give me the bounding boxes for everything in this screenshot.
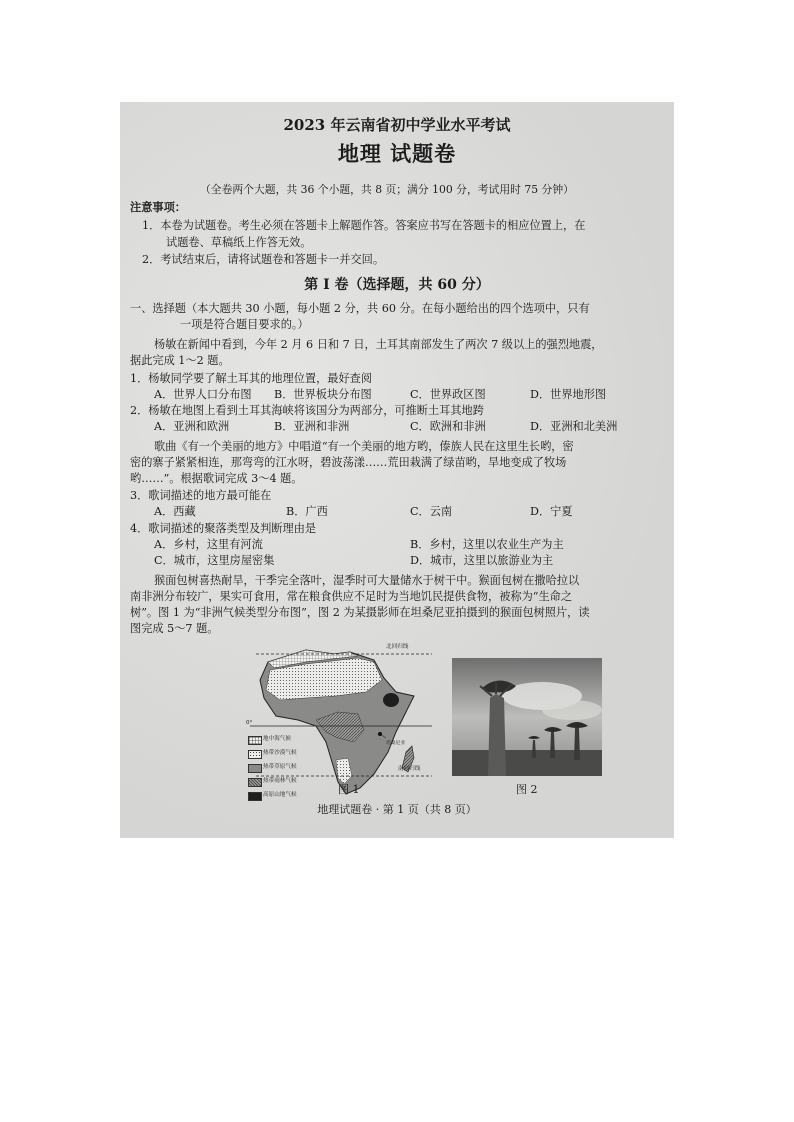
legend-label-savanna: 热带草原气候 bbox=[263, 764, 297, 770]
legend-label-rainforest: 热带雨林气候 bbox=[263, 778, 297, 784]
passage-3-line: 树”。图 1 为“非洲气候类型分布图”，图 2 为某摄影师在坦桑尼亚拍摄到的猴面包树照片，读 bbox=[130, 606, 590, 619]
passage-2-line: 密的寨子紧紧相连，那弯弯的江水呀，碧波荡漾……荒田栽满了绿苗哟，旱地变成了牧场 bbox=[130, 456, 567, 469]
exam-note: （全卷两个大题，共 36 个小题，共 8 页；满分 100 分，考试用时 75 分钟） bbox=[200, 183, 574, 196]
passage-2-line: 歌曲《有一个美丽的地方》中唱道“有一个美丽的地方哟，傣族人民在这里生长哟，密 bbox=[154, 440, 574, 453]
question-1-option-b: B．世界板块分布图 bbox=[274, 388, 372, 401]
question-3-option-c: C．云南 bbox=[410, 505, 453, 518]
notice-item-2: 2．考试结束后，请将试题卷和答题卡一并交回。 bbox=[142, 253, 385, 266]
question-2-option-d: D．亚洲和北美洲 bbox=[530, 420, 618, 433]
question-1-option-c: C．世界政区图 bbox=[410, 388, 486, 401]
south-tropic-label: 南回归线 bbox=[398, 766, 421, 772]
question-4-option-d: D．城市，这里以旅游业为主 bbox=[410, 554, 554, 567]
notice-item-1-cont: 试题卷、草稿纸上作答无效。 bbox=[166, 236, 312, 249]
question-1-option-d: D．世界地形图 bbox=[530, 388, 607, 401]
question-3-option-a: A．西藏 bbox=[154, 505, 196, 518]
legend-label-highland: 高原山地气候 bbox=[263, 792, 297, 798]
notice-heading: 注意事项： bbox=[130, 200, 186, 214]
exam-paper-photo bbox=[120, 102, 674, 838]
tanzania-label: 坦桑尼亚 bbox=[386, 741, 406, 746]
passage-1-line: 据此完成 1～2 题。 bbox=[130, 354, 230, 367]
exam-title: 2023 年云南省初中学业水平考试 bbox=[283, 116, 511, 134]
passage-3-line: 猴面包树喜热耐旱，干季完全落叶，湿季时可大量储水于树干中。猴面包树在撒哈拉以 bbox=[154, 574, 580, 587]
question-1-option-a: A．世界人口分布图 bbox=[154, 388, 252, 401]
question-2-option-b: B．亚洲和非洲 bbox=[274, 420, 350, 433]
question-4-option-a: A．乡村，这里有河流 bbox=[154, 538, 263, 551]
question-1-stem: 1．杨敏同学要了解土耳其的地理位置，最好查阅 bbox=[130, 372, 373, 385]
section-intro-cont: 一项是符合题目要求的。） bbox=[180, 318, 309, 331]
legend-swatch-desert bbox=[248, 750, 262, 759]
figure-1-caption: 图 1 bbox=[338, 783, 360, 796]
legend-label-mediterranean: 地中海气候 bbox=[263, 736, 291, 742]
legend-swatch-rainforest bbox=[248, 778, 262, 787]
question-3-option-d: D．宁夏 bbox=[530, 505, 573, 518]
notice-item-1: 1．本卷为试题卷。考生必须在答题卡上解题作答。答案应书写在答题卡的相应位置上，在 bbox=[142, 219, 586, 232]
legend-swatch-mediterranean bbox=[248, 736, 262, 745]
question-4-option-c: C．城市，这里房屋密集 bbox=[154, 554, 275, 567]
passage-3-line: 图完成 5～7 题。 bbox=[130, 622, 219, 635]
question-2-option-c: C．欧洲和非洲 bbox=[410, 420, 486, 433]
question-3-stem: 3．歌词描述的地方最可能在 bbox=[130, 489, 272, 502]
legend-swatch-highland bbox=[248, 792, 262, 801]
question-4-option-b: B．乡村，这里以农业生产为主 bbox=[410, 538, 564, 551]
section-title: 第 Ⅰ 卷（选择题，共 60 分） bbox=[304, 277, 490, 293]
legend-label-desert: 热带沙漠气候 bbox=[263, 750, 297, 756]
figure-2-caption: 图 2 bbox=[516, 783, 538, 796]
question-2-option-a: A．亚洲和欧洲 bbox=[154, 420, 230, 433]
equator-label: 0° bbox=[246, 720, 253, 726]
passage-3-line: 南非洲分布较广，果实可食用，常在粮食供应不足时为当地饥民提供食物，被称为“生命之 bbox=[130, 590, 573, 603]
question-4-stem: 4．歌词描述的聚落类型及判断理由是 bbox=[130, 522, 317, 535]
passage-1-line: 杨敏在新闻中看到，今年 2 月 6 日和 7 日，土耳其南部发生了两次 7 级以上的强烈地震， bbox=[154, 338, 603, 351]
question-2-stem: 2．杨敏在地图上看到土耳其海峡将该国分为两部分，可推断土耳其地跨 bbox=[130, 404, 484, 417]
baobab-photo bbox=[452, 658, 602, 776]
section-intro: 一、选择题（本大题共 30 小题，每小题 2 分，共 60 分。在每小题给出的四个选项中，只有 bbox=[130, 302, 590, 315]
legend-swatch-savanna bbox=[248, 764, 262, 773]
question-3-option-b: B．广西 bbox=[286, 505, 328, 518]
exam-subject: 地理 试题卷 bbox=[337, 141, 457, 166]
north-tropic-label: 北回归线 bbox=[386, 644, 409, 650]
passage-2-line: 哟……”。根据歌词完成 3～4 题。 bbox=[130, 472, 303, 485]
page-footer: 地理试题卷 · 第 1 页（共 8 页） bbox=[317, 803, 477, 816]
